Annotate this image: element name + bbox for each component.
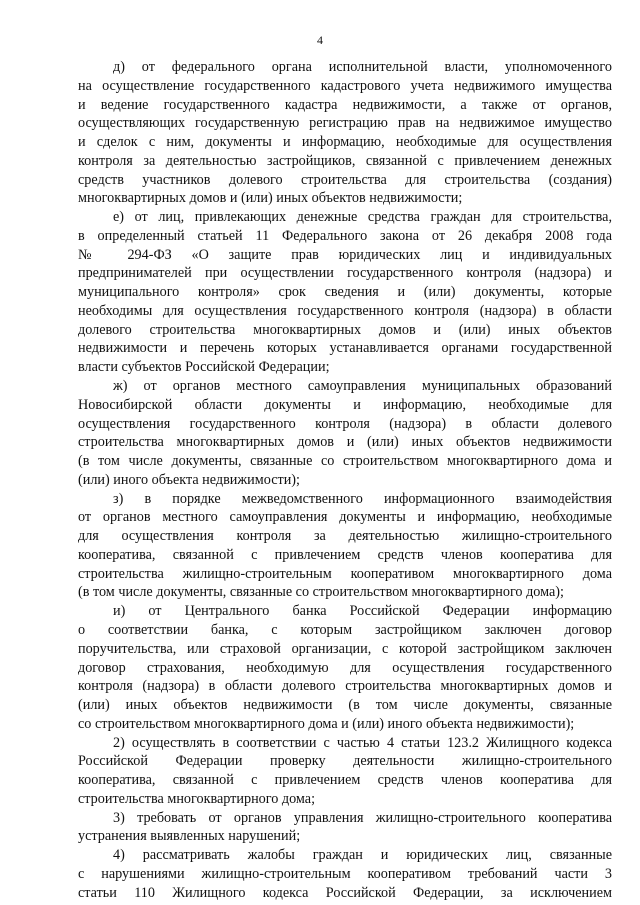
page-number: 4 xyxy=(317,33,323,47)
text-line: осуществления государственного контроля (надзора) в области долевого xyxy=(78,415,612,432)
text-line: контроля за деятельностью застройщиков, связанной с привлечением денежных xyxy=(78,152,612,169)
text-line: № 294-ФЗ «О защите прав юридических лиц и индивидуальных xyxy=(78,246,612,263)
text-line: со строительством многоквартирного дома и (или) иного объекта недвижимости); xyxy=(78,715,575,732)
text-line: е) от лиц, привлекающих денежные средства граждан для строительства, xyxy=(113,209,612,226)
text-line: 4) рассматривать жалобы граждан и юридических лиц, связанные xyxy=(113,847,612,864)
text-line: и) от Центрального банка Российской Федерации информацию xyxy=(113,603,612,620)
text-line: на осуществление государственного кадастрового учета недвижимого имущества xyxy=(78,77,612,94)
text-line: строительства многоквартирных домов и (или) иных объектов недвижимости xyxy=(78,434,612,451)
text-line: для осуществления контроля за деятельностью жилищно-строительного xyxy=(78,528,612,545)
text-line: от органов местного самоуправления документы и информацию, необходимые xyxy=(78,509,612,526)
text-line: с нарушениями жилищно-строительным кооперативом требований части 3 xyxy=(78,865,612,882)
text-line: недвижимости и перечень которых устанавливается органами государственной xyxy=(78,340,612,357)
text-line: и ведение государственного кадастра недвижимости, а также от органов, xyxy=(78,96,612,113)
text-line: строительства жилищно-строительным кооперативом многоквартирного дома xyxy=(78,565,612,582)
text-line: поручительства, или страховой организации, с которой застройщиком заключен xyxy=(78,640,612,657)
text-line: ж) от органов местного самоуправления муниципальных образований xyxy=(113,378,612,395)
text-line: Российской Федерации проверку деятельности жилищно-строительного xyxy=(78,753,612,770)
text-line: кооператива, связанной с привлечением средств членов кооператива для xyxy=(78,772,612,789)
text-line: средств участников долевого строительства для строительства (создания) xyxy=(78,171,612,188)
text-line: договор страхования, необходимую для осуществления государственного xyxy=(78,659,612,676)
text-line: устранения выявленных нарушений; xyxy=(78,828,301,845)
text-line: з) в порядке межведомственного информационного взаимодействия xyxy=(113,490,612,507)
text-line: в определенный статьей 11 Федерального закона от 26 декабря 2008 года xyxy=(78,227,612,244)
text-line: 2) осуществлять в соответствии с частью 4 статьи 123.2 Жилищного кодекса xyxy=(113,734,612,751)
text-line: кооператива, связанной с привлечением средств членов кооператива для xyxy=(78,546,612,563)
text-line: Новосибирской области документы и информацию, необходимые для xyxy=(78,396,612,413)
text-line: долевого строительства многоквартирных домов и (или) иных объектов xyxy=(78,321,612,338)
text-line: муниципального контроля» срок сведения и (или) документы, которые xyxy=(78,284,612,301)
text-line: контроля (надзора) в области долевого строительства многоквартирных домов и xyxy=(78,678,612,695)
text-line: власти субъектов Российской Федерации; xyxy=(78,359,330,376)
text-line: осуществляющих государственную регистрацию прав на недвижимое имущество xyxy=(78,115,612,132)
document-body xyxy=(78,58,612,902)
text-line: о соответствии банка, с которым застройщиком заключен договор xyxy=(78,621,612,638)
text-line: (или) иных объектов недвижимости (в том числе документы, связанные xyxy=(78,697,612,714)
text-line: д) от федерального органа исполнительной власти, уполномоченного xyxy=(113,59,612,75)
text-line: (или) иного объекта недвижимости); xyxy=(78,471,300,488)
text-line: строительства многоквартирного дома; xyxy=(78,790,316,807)
text-line: статьи 110 Жилищного кодекса Российской Федерации, за исключением xyxy=(78,884,612,901)
text-line: 3) требовать от органов управления жилищно-строительного кооператива xyxy=(113,809,612,826)
text-line: многоквартирных домов и (или) иных объектов недвижимости; xyxy=(78,190,463,207)
text-line: и сделок с ним, документы и информацию, необходимые для осуществления xyxy=(78,134,612,151)
text-line: необходимы для осуществления государственного контроля (надзора) в области xyxy=(78,302,612,319)
text-line: (в том числе документы, связанные со строительством многоквартирного дома); xyxy=(78,584,564,601)
text-line: (в том числе документы, связанные со строительством многоквартирного дома и xyxy=(78,453,612,470)
text-line: предпринимателей при осуществлении государственного контроля (надзора) и xyxy=(78,265,612,282)
